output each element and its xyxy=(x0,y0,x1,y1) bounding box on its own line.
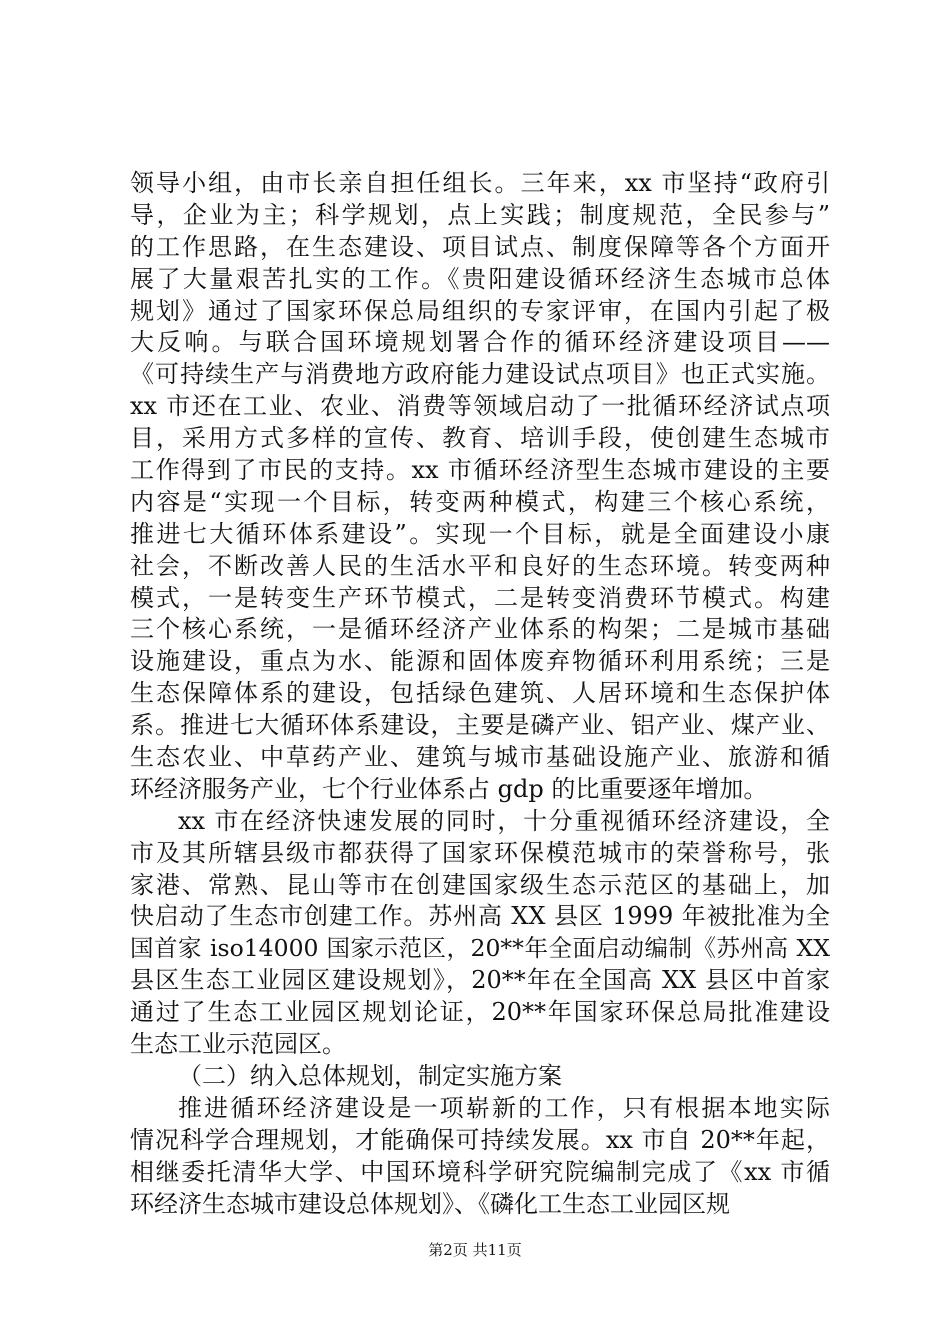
text-line: xx 市还在工业、农业、消费等领域启动了一批循环经济试点项 xyxy=(130,392,830,421)
text-line: 领导小组，由市长亲自担任组长。三年来，xx 市坚持“政府引 xyxy=(130,169,830,197)
text-line: 展了大量艰苦扎实的工作。《贵阳建设循环经济生态城市总体 xyxy=(130,264,830,293)
text-line: xx 市在经济快速发展的同时，十分重视循环经济建设，全 xyxy=(178,806,830,835)
text-line: 规划》通过了国家环保总局组织的专家评审，在国内引起了极 xyxy=(130,296,830,325)
text-line: 市及其所辖县级市都获得了国家环保模范城市的荣誉称号，张 xyxy=(130,838,830,867)
text-line: 导，企业为主；科学规划，点上实践；制度规范，全民参与” xyxy=(130,200,830,229)
text-line: 社会，不断改善人民的生活水平和良好的生态环境。转变两种 xyxy=(130,551,830,580)
text-line: 推进七大循环体系建设”。实现一个目标，就是全面建设小康 xyxy=(130,519,830,548)
text-line: 环经济服务产业，七个行业体系占 gdp 的比重要逐年增加。 xyxy=(130,774,768,803)
text-line: 环经济生态城市建设总体规划》、《磷化工生态工业园区规 xyxy=(130,1189,730,1218)
text-line: 工作得到了市民的支持。xx 市循环经济型生态城市建设的主要 xyxy=(130,456,830,485)
text-line: 国首家 iso14000 国家示范区，20**年全面启动编制《苏州高 XX xyxy=(130,934,830,963)
text-line: 目，采用方式多样的宣传、教育、培训手段，使创建生态城市 xyxy=(130,424,830,453)
text-line: 大反响。与联合国环境规划署合作的循环经济建设项目—— xyxy=(130,328,830,357)
paragraph xyxy=(130,806,830,1061)
text-line: （二）纳入总体规划，制定实施方案 xyxy=(178,1061,562,1090)
text-line: 推进循环经济建设是一项崭新的工作，只有根据本地实际 xyxy=(178,1093,830,1122)
text-line: 快启动了生态市创建工作。苏州高 XX 县区 1999 年被批准为全 xyxy=(130,902,830,931)
text-line: 情况科学合理规划，才能确保可持续发展。xx 市自 20**年起， xyxy=(130,1125,830,1154)
text-line: 县区生态工业园区建设规划》，20**年在全国高 XX 县区中首家 xyxy=(130,966,830,995)
text-line: 相继委托清华大学、中国环境科学研究院编制完成了《xx 市循 xyxy=(130,1157,830,1186)
text-line: 设施建设，重点为水、能源和固体废弃物循环利用系统；三是 xyxy=(130,647,830,676)
text-line: 的工作思路，在生态建设、项目试点、制度保障等各个方面开 xyxy=(130,232,830,261)
text-line: 模式，一是转变生产环节模式，二是转变消费环节模式。构建 xyxy=(130,583,830,612)
paragraph xyxy=(130,1061,830,1093)
text-line: 生态农业、中草药产业、建筑与城市基础设施产业、旅游和循 xyxy=(130,743,830,772)
text-line: 内容是“实现一个目标，转变两种模式，构建三个核心系统， xyxy=(130,487,830,516)
text-line: 系。推进七大循环体系建设，主要是磷产业、铝产业、煤产业、 xyxy=(130,711,830,740)
text-line: 通过了生态工业园区规划论证，20**年国家环保总局批准建设 xyxy=(130,998,830,1027)
text-line: 《可持续生产与消费地方政府能力建设试点项目》也正式实施。 xyxy=(130,360,830,389)
text-line: 家港、常熟、昆山等市在创建国家级生态示范区的基础上，加 xyxy=(130,870,830,899)
paragraph xyxy=(130,1093,830,1221)
text-line: 三个核心系统，一是循环经济产业体系的构架；二是城市基础 xyxy=(130,615,830,644)
text-line: 生态工业示范园区。 xyxy=(130,1030,346,1059)
page-footer: 第2页 共11页 xyxy=(428,1241,522,1259)
document-body xyxy=(130,168,830,1220)
paragraph xyxy=(130,168,830,806)
text-line: 生态保障体系的建设，包括绿色建筑、人居环境和生态保护体 xyxy=(130,679,830,708)
